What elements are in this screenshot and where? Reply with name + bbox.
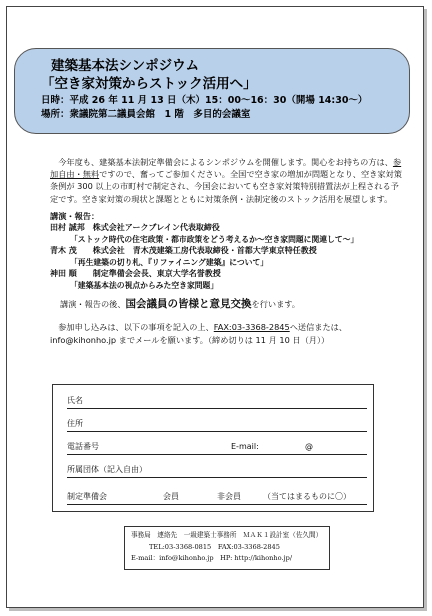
event-datetime: 日時：平成 26 年 11 月 13 日（木）15：00～16：30（開場 14:30～） [41,95,368,106]
speaker-item [50,222,405,245]
speaker-name: 田村 誠邦 株式会社アークブレイン代表取締役 [50,223,220,233]
intro-paragraph [50,156,405,205]
member-option[interactable]: 会員 [163,492,179,501]
phone-label: 電話番号 [67,442,99,451]
event-venue: 場所：衆議院第二議員会館 1 階 多目的会議室 [41,109,251,120]
membership-label: 制定準備会 [67,492,107,501]
membership-field[interactable] [67,489,367,505]
speaker-talk-title: 「建築基本法の視点からみた空き家問題」 [70,280,219,290]
speakers-heading: 講演・報告： [50,210,100,221]
header-box [14,48,410,134]
contact-tel-fax: TEL:03-3368-0815 FAX:03-3368-2845 [149,542,280,551]
speaker-talk-title: 「ストック時代の住宅政策・都市政策をどう考えるか～空き家問題に関連して～」 [70,234,359,244]
organization-label: 所属団体（記入自由） [67,465,147,474]
contact-office: 事務局 連絡先 一級建築士事務所 ＭＡＫ１設計室（佐久間） [131,531,323,539]
free-participation-text: 参加自由・無料 [50,157,402,180]
intro-text-1: 今年度も、建築基本法制定準備会によるシンポジウムを開催します。関心をお持ちの方は、 [58,157,393,167]
main-content [50,156,405,346]
speaker-talk-title: 「再生建築の切り札、『リファイニング建築』について」 [70,257,269,267]
speaker-name: 神田 順 制定準備会会長、東京大学名誉教授 [50,269,221,279]
exchange-suffix: を行います。 [251,299,300,310]
name-field[interactable] [67,393,367,409]
apply-text-2: へ送信または、info@kihonho.jp までメールを願います。（締め切りは 11 月 10 日（月）） [50,322,348,345]
organization-field[interactable] [67,462,367,478]
email-label: E-mail: [231,442,259,451]
event-title: 建築基本法シンポジウム [51,58,200,74]
speaker-item [50,268,405,291]
apply-text-1: 参加申し込みは、以下の事項を記入の上、 [58,322,214,333]
contact-email-web: E-mail：info@kihonho.jp HP: http://kihonho.jp/ [131,554,293,562]
application-instructions [50,321,405,345]
intro-text-2: ですので、奮ってご参加ください。全国で空き家の増加が問題となり、空き家対策条例が 300 以上の市町村で制定され、今国会においても空き家対策特別措置法が上程される予定です。空き家対策の現状と課題とともに対策条例・法制定後のストック活用を展望します。 [50,169,402,204]
phone-email-field[interactable] [67,439,367,455]
speaker-name: 青木 茂 株式会社 青木茂建築工房代表取締役・首都大学東京特任教授 [50,246,317,256]
email-at-sign: @ [305,442,313,451]
exchange-highlight: 国会議員の皆様と意見交換 [125,298,252,311]
nonmember-option[interactable]: 非会員 [217,492,241,501]
fax-number: FAX:03-3368-2845 [213,322,290,333]
registration-form [52,384,374,512]
address-label: 住所 [67,419,83,428]
contact-box [124,526,330,570]
membership-note: （当てはまるものに〇） [263,492,351,501]
address-field[interactable] [67,416,367,432]
exchange-note [50,297,405,311]
speaker-item [50,245,405,268]
name-label: 氏名 [67,396,83,405]
event-subtitle: 「空き家対策からストック活用へ」 [41,76,257,92]
exchange-prefix: 講演・報告の後、 [60,299,126,310]
